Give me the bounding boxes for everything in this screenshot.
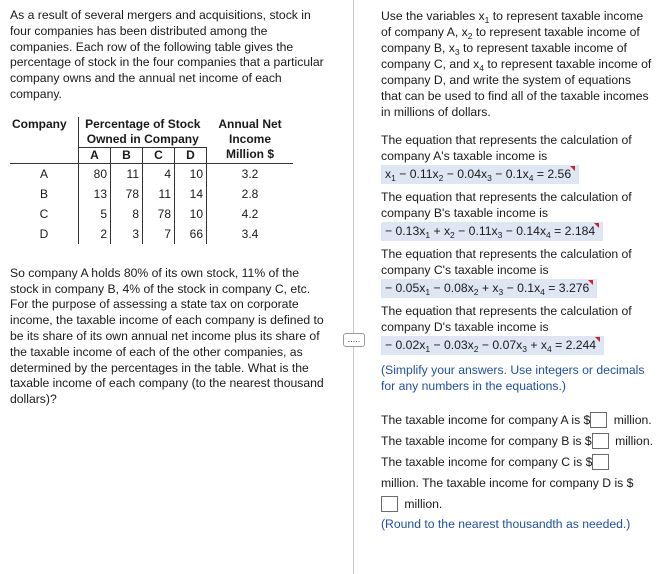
equation-block-a [381,132,653,187]
problem-intro: As a result of several mergers and acquisitions, stock in four companies has been distributed among the companies. Each row of the following table gives the percentage of stock in the four companies that a particular company owns and the annual net income of each company. [10,8,324,101]
cell: 3 [111,224,143,244]
eq-term: − 0.11x [454,224,498,238]
row-income: 3.2 [241,166,259,181]
eq-term: − 0.07x [478,338,523,352]
equation-label: The equation that represents the calculation of company C's taxable income is [381,247,632,277]
round-note: (Round to the nearest thousandth as needed.) [381,517,631,531]
row-company: A [10,163,79,184]
eq-sub: 4 [546,344,552,354]
cell: 4 [143,163,175,184]
eq-sub: 1 [425,287,431,297]
table-row [10,224,293,244]
eq-rhs [552,338,600,352]
eq-term: + x [430,224,451,238]
cell: 13 [79,184,111,204]
vars-sub: 4 [479,63,484,73]
cell: 10 [175,204,207,224]
eq-term: − 0.14x [502,224,547,238]
answer-text: $ [584,434,592,448]
eq-rhs-value: = 2.56 [533,167,572,181]
cell: 10 [175,163,207,184]
pct-header [79,117,207,148]
eq-term: − 0.02x [385,338,426,352]
divider-handle[interactable]: ..... [343,333,365,347]
stock-table [10,117,293,244]
answer-input-c[interactable] [592,454,609,470]
eq-sub: 3 [522,344,527,354]
eq-term: − 0.04x [443,167,488,181]
incorrect-flag-icon [570,166,575,171]
net-header-line2: Income [228,131,271,146]
equation-label: The equation that represents the calculation of company D's taxable income is [381,304,632,334]
vars-text: Use the variables x [381,9,485,23]
eq-term: − 0.1x [491,167,529,181]
net-income-header [207,117,294,164]
row-income: 2.8 [241,186,259,201]
net-header-line1: Annual Net [218,116,282,131]
pct-header-line1: Percentage of Stock [85,116,201,131]
incorrect-flag-icon [595,337,600,342]
eq-sub: 3 [487,173,492,183]
vars-sub: 3 [454,47,460,57]
equation-block-b [381,189,653,244]
net-header-line3: Million $ [226,146,274,161]
equation-a[interactable] [381,165,579,184]
eq-sub: 3 [497,230,503,240]
panel-divider[interactable] [353,0,354,574]
cell: 80 [79,163,111,184]
answer-text: million. The taxable income for company D is $ [381,476,634,490]
row-income: 4.2 [241,206,259,221]
eq-term: x [385,167,392,181]
answer-text: million. [401,497,443,511]
incorrect-flag-icon [594,223,599,228]
vars-text: to represent taxable income of company A, x [381,9,644,39]
row-income: 3.4 [241,226,259,241]
sub-header-c: C [143,147,175,163]
answer-text: million. The taxable income for company B is [381,413,652,448]
sub-header-b: B [111,147,143,163]
answer-input-b[interactable] [592,433,609,449]
eq-term: + x [526,338,547,352]
problem-body: So company A holds 80% of its own stock, 11% of the stock in company B, 4% of the stock in company C, etc. For the purpose of assessing a state tax on corporate income, the taxable income of each company is defined to be its share of its own annual net income plus its share of the taxable income of each of the other companies, as determined by the percentages in the table. What is the taxable income of each company (to the nearest thousand dollars)? [10,265,324,407]
cell: 78 [143,204,175,224]
cell: 7 [143,224,175,244]
eq-sub: 2 [450,230,455,240]
cell: 14 [175,184,207,204]
equation-d[interactable] [381,336,604,355]
eq-sub: 2 [473,344,479,354]
eq-rhs-value: = 2.184 [550,224,596,238]
cell: 11 [143,184,175,204]
equation-label: The equation that represents the calculation of company A's taxable income is [381,133,632,163]
row-company: B [10,184,79,204]
eq-rhs-value: = 2.244 [551,338,597,352]
eq-sub: 1 [391,173,396,183]
problem-panel [10,8,328,408]
answer-text: The taxable income for company A is $ [381,413,591,427]
row-company: D [10,224,79,244]
vars-text: to represent taxable income of company C, and x [381,41,627,71]
vars-sub: 2 [467,31,473,41]
eq-term: − 0.03x [430,338,474,352]
cell: 2 [79,224,111,244]
table-row [10,163,293,184]
eq-term: + x [478,281,499,295]
eq-sub: 2 [438,173,444,183]
eq-sub: 2 [473,287,479,297]
answer-panel [381,8,653,532]
eq-term: − 0.13x [385,224,426,238]
cell: 8 [111,204,143,224]
eq-term: − 0.08x [430,281,474,295]
variables-instruction [381,8,653,120]
eq-sub: 3 [498,287,504,297]
eq-rhs [534,167,576,181]
eq-rhs [551,224,599,238]
row-company: C [10,204,79,224]
cell: 5 [79,204,111,224]
taxable-income-answers [381,410,653,515]
eq-sub: 1 [425,344,431,354]
eq-sub: 4 [546,230,551,240]
eq-term: − 0.11x [395,167,439,181]
cell: 66 [175,224,207,244]
pct-header-line2: Owned in Company [86,131,199,146]
vars-text: to represent taxable income of company B, x [381,25,640,55]
answer-input-d[interactable] [381,496,398,512]
equation-c[interactable] [381,279,597,298]
answer-text: million. The taxable income for company C is $ [381,434,653,469]
cell: 11 [111,163,143,184]
eq-sub: 4 [540,287,545,297]
table-row [10,204,293,224]
sub-header-d: D [175,147,207,163]
eq-term: − 0.05x [385,281,426,295]
answer-input-a[interactable] [590,412,607,428]
equation-b[interactable] [381,222,603,241]
eq-sub: 4 [528,173,534,183]
eq-term: − 0.1x [503,281,541,295]
eq-rhs [545,281,593,295]
simplify-note: (Simplify your answers. Use integers or decimals for any numbers in the equations.) [381,363,645,393]
eq-rhs-value: = 3.276 [544,281,590,295]
table-row [10,184,293,204]
equation-block-c [381,246,653,301]
cell: 78 [111,184,143,204]
equation-label: The equation that represents the calculation of company B's taxable income is [381,190,632,220]
company-header: Company [10,117,79,164]
vars-sub: 1 [484,15,490,25]
sub-header-a: A [79,147,111,163]
vars-text: to represent taxable income of company D, and write the system of equations that can be used to find all of the taxable incomes in millions of dollars. [381,57,652,119]
eq-sub: 1 [425,230,431,240]
equation-block-d [381,303,653,358]
incorrect-flag-icon [588,280,593,285]
